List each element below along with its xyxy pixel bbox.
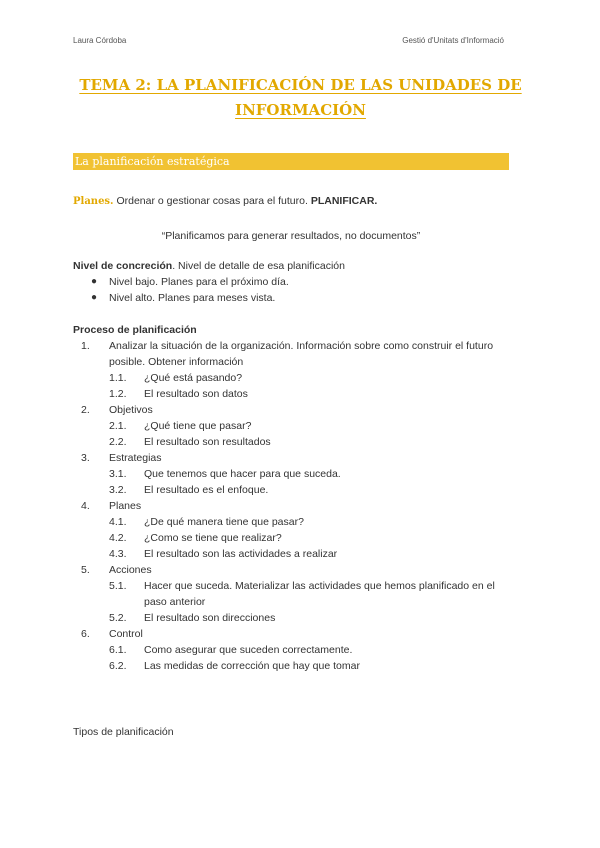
step-text: Estrategias: [109, 452, 162, 464]
page-title-line-1: TEMA 2: LA PLANIFICACIÓN DE LAS UNIDADES DE: [79, 76, 522, 94]
concrecion-paragraph: [73, 258, 345, 274]
step-number: 6.: [81, 628, 90, 640]
substep-text: ¿Qué está pasando?: [144, 372, 243, 384]
step-text: Planes: [109, 500, 142, 512]
bullet-icon: ●: [91, 292, 98, 303]
substep-text: paso anterior: [144, 596, 206, 608]
step-number: 3.: [81, 452, 90, 464]
substep-number: 1.1.: [109, 372, 127, 384]
substep-number: 2.2.: [109, 436, 127, 448]
planes-text: Ordenar o gestionar cosas para el futuro.: [113, 195, 311, 207]
substep-text: ¿Como se tiene que realizar?: [144, 532, 282, 544]
substep-number: 2.1.: [109, 420, 127, 432]
list-item: Nivel bajo. Planes para el próximo día.: [109, 276, 289, 288]
substep-number: 5.2.: [109, 612, 127, 624]
substep-number: 3.2.: [109, 484, 127, 496]
substep-number: 4.1.: [109, 516, 127, 528]
substep-text: ¿De qué manera tiene que pasar?: [144, 516, 304, 528]
step-number: 5.: [81, 564, 90, 576]
substep-number: 6.2.: [109, 660, 127, 672]
step-text: posible. Obtener información: [109, 356, 244, 368]
substep-number: 4.3.: [109, 548, 127, 560]
substep-text: Las medidas de corrección que hay que tomar: [144, 660, 360, 672]
step-number: 4.: [81, 500, 90, 512]
substep-number: 6.1.: [109, 644, 127, 656]
header-course: Gestió d'Unitats d'Informació: [402, 36, 504, 45]
substep-text: Hacer que suceda. Materializar las actividades que hemos planificado en el: [144, 580, 495, 592]
step-text: Acciones: [109, 564, 152, 576]
substep-text: Como asegurar que suceden correctamente.: [144, 644, 353, 656]
substep-number: 3.1.: [109, 468, 127, 480]
substep-number: 5.1.: [109, 580, 127, 592]
substep-text: El resultado es el enfoque.: [144, 484, 269, 496]
bullet-icon: ●: [91, 276, 98, 287]
step-number: 2.: [81, 404, 90, 416]
planes-label: Planes.: [73, 196, 114, 207]
concrecion-label: Nivel de concreción: [73, 260, 173, 272]
page-title: [73, 73, 528, 123]
substep-text: El resultado son datos: [144, 388, 248, 400]
substep-text: Que tenemos que hacer para que suceda.: [144, 468, 341, 480]
planes-paragraph: [73, 193, 377, 210]
page-title-line-2: INFORMACIÓN: [235, 101, 366, 119]
substep-text: El resultado son las actividades a realizar: [144, 548, 338, 560]
step-text: Control: [109, 628, 143, 640]
substep-text: ¿Qué tiene que pasar?: [144, 420, 252, 432]
list-item: Nivel alto. Planes para meses vista.: [109, 292, 276, 304]
substep-text: El resultado son resultados: [144, 436, 271, 448]
planes-emphasis: PLANIFICAR.: [310, 195, 378, 207]
substep-number: 1.2.: [109, 388, 127, 400]
header-author: Laura Córdoba: [73, 36, 127, 45]
section-heading: La planificación estratégica: [73, 153, 509, 170]
tipos-heading: Tipos de planificación: [73, 726, 174, 738]
quote: “Planificamos para generar resultados, no documentos”: [161, 230, 421, 242]
step-number: 1.: [81, 340, 90, 352]
proceso-heading: Proceso de planificación: [73, 324, 197, 336]
step-text: Objetivos: [109, 404, 153, 416]
step-text: Analizar la situación de la organización. Información sobre como construir el futuro: [109, 340, 494, 352]
substep-text: El resultado son direcciones: [144, 612, 276, 624]
substep-number: 4.2.: [109, 532, 127, 544]
concrecion-text: . Nivel de detalle de esa planificación: [172, 260, 345, 272]
